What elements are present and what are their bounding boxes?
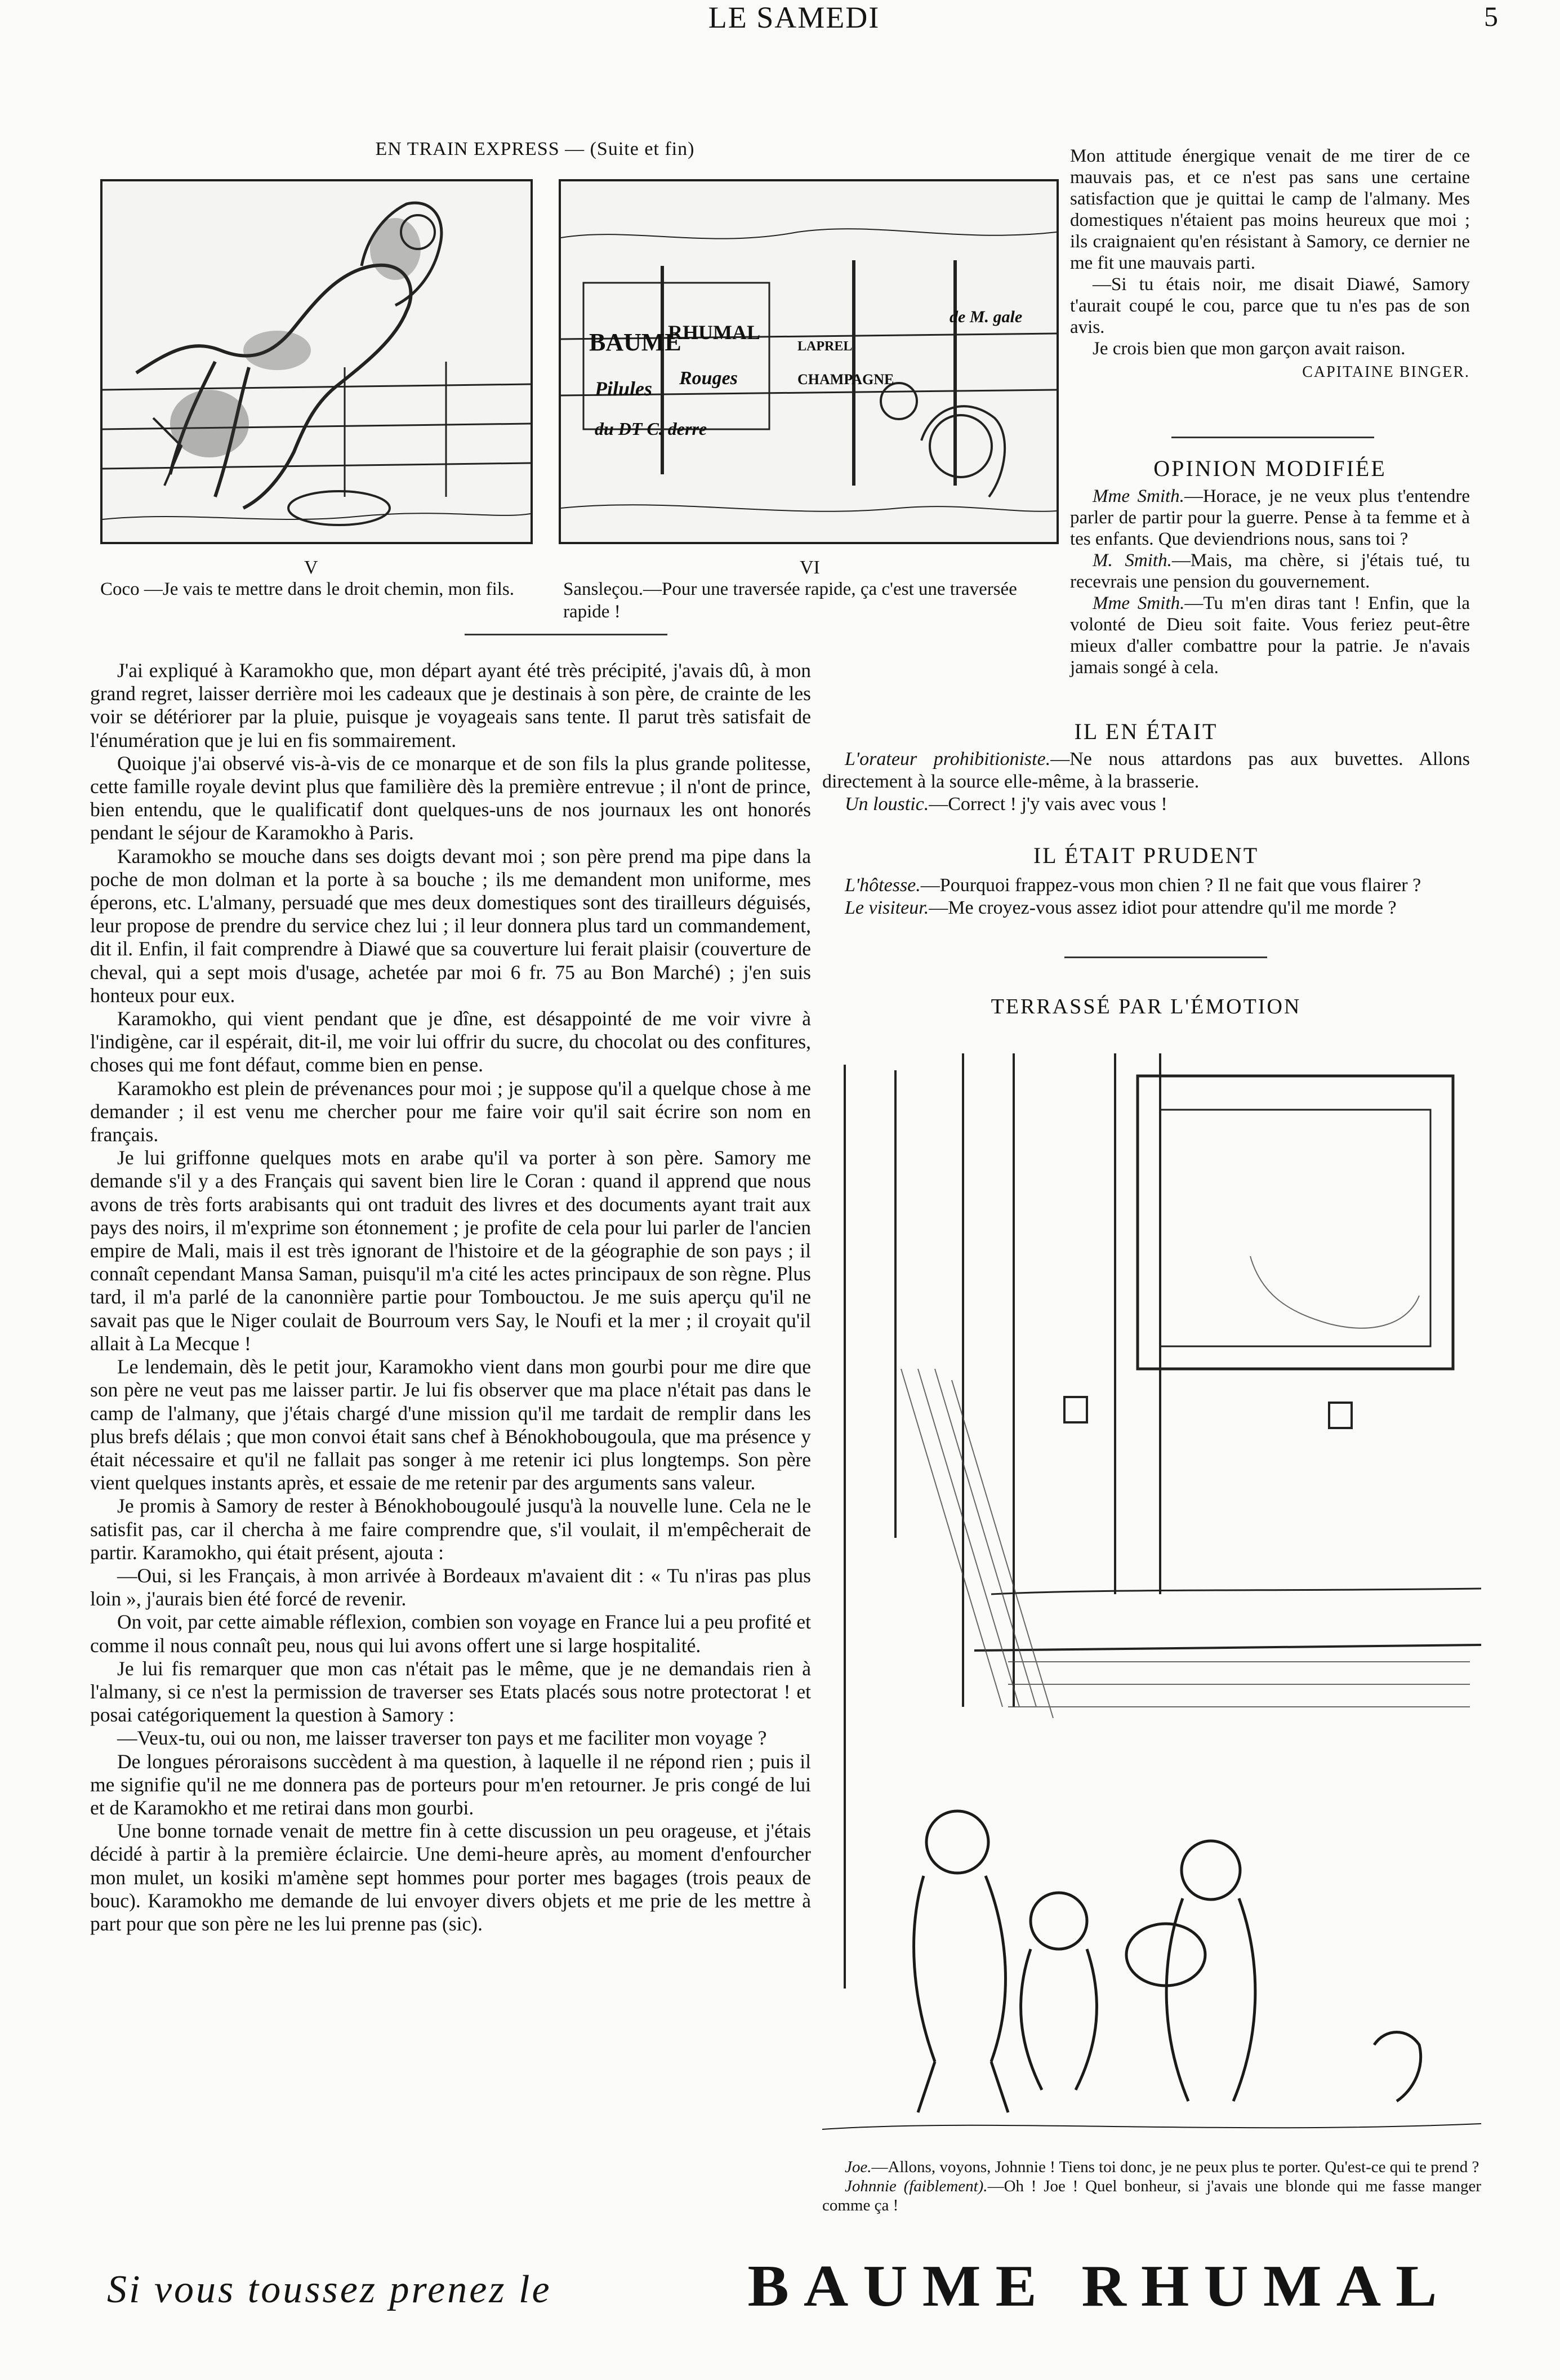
section-heading: TERRASSÉ PAR L'ÉMOTION xyxy=(991,995,1302,1018)
paragraph: Je crois bien que mon garçon avait raison. xyxy=(1093,339,1406,359)
panel-vi-numeral: VI xyxy=(800,557,820,578)
terrasse-caption xyxy=(822,2157,1481,2215)
paragraph: Karamokho se mouche dans ses doigts devant moi ; son père prend ma pipe dans la poche de mon dolman et la porte à sa bouche ; ils me demandent mon uniforme, mes éperons, etc. L'almany, persuadé que mes deux domestiques sont des tirailleurs déguisés, leur propose de prendre du service chez lui ; il leur donnera plus tard un commandement, dit il. Enfin, il fait comprendre à Diawé que sa couverture lui ferait plaisir (couverture de cheval, qui a sept mois d'usage, achetée par moi 6 fr. 75 au Bon Marché) ; j'en suis honteux pour eux. xyxy=(90,844,811,1007)
paragraph: —Si tu étais noir, me disait Diawé, Samory t'aurait coupé le cou, parce que tu n'es pas de son avis. xyxy=(1070,274,1470,337)
paragraph: —Oui, si les Français, à mon arrivée à Bordeaux m'avaient dit : « Tu n'iras pas plus loin », j'aurais bien été forcé de revenir. xyxy=(90,1564,811,1611)
poster-word: BAUME xyxy=(589,328,681,356)
caption-line: —Oh ! Joe ! Quel bonheur, si j'avais une blonde qui me fasse manger comme ça ! xyxy=(822,2177,1481,2214)
dialogue-line: —Mais, ma chère, si j'étais tué, tu recevrais une pension du gouvernement. xyxy=(1070,550,1470,592)
paragraph: Une bonne tornade venait de mettre fin à cette discussion un peu orageuse, et j'étais décidé à partir à la première éclaircie. Une demi-heure après, au moment d'enfourcher mon mulet, un kosiki m'amène sept hommes pour porter mes bagages (trois peaux de bouc). Karamokho me demande de lui envoyer divers objets et me prie de les mettre à part pour que son père ne les lui prenne pas (sic). xyxy=(90,1820,811,1935)
section-divider xyxy=(1171,437,1374,438)
panel-v-caption: Coco —Je vais te mettre dans le droit chemin, mon fils. xyxy=(100,579,515,599)
newspaper-title: LE SAMEDI xyxy=(708,1,880,34)
article-right-column-top xyxy=(1070,145,1470,383)
masthead xyxy=(0,0,1560,51)
speaker: L'hôtesse. xyxy=(845,875,921,896)
paragraph: Karamokho est plein de prévenances pour moi ; je suppose qu'il a quelque chose à me demander ; il est venu me chercher pour me faire voir qu'il sait écrire son nom en français. xyxy=(90,1076,811,1146)
opinion-dialogue xyxy=(1070,486,1470,678)
paragraph: —Veux-tu, oui ou non, me laisser traverser ton pays et me faciliter mon voyage ? xyxy=(117,1727,767,1750)
poster-word: CHAMPAGNE xyxy=(797,371,894,388)
section-heading: IL ÉTAIT PRUDENT xyxy=(1033,843,1259,868)
panel-vi-caption: Sansleçou.—Pour une traversée rapide, ça c'est une traversée rapide ! xyxy=(563,579,1017,622)
section-divider xyxy=(1064,957,1267,958)
section-heading: IL EN ÉTAIT xyxy=(1074,719,1218,744)
speaker: M. Smith. xyxy=(1093,550,1172,571)
paragraph: On voit, par cette aimable réflexion, combien son voyage en France lui a peu profité et comme il nous connaît peu, nous qui lui avons offert une si large hospitalité. xyxy=(90,1611,811,1657)
terrasse-illustration xyxy=(822,1031,1481,2152)
street-scene-drawing xyxy=(822,1031,1481,2152)
speaker: Un loustic. xyxy=(845,794,929,815)
dialogue-line: —Me croyez-vous assez idiot pour attendre qu'il me morde ? xyxy=(929,897,1397,918)
speaker: Joe. xyxy=(845,2158,872,2176)
article-left-column xyxy=(90,659,811,1936)
speaker: Johnnie (faiblement). xyxy=(845,2177,988,2195)
poster-word: de M. gale xyxy=(950,308,1023,326)
paragraph: Le lendemain, dès le petit jour, Karamokho vient dans mon gourbi pour me dire que son père ne veut pas me laisser partir. Je lui fis observer que ma place n'était pas dans le camp de l'almany, que j'étais chargé d'une mission qu'il me tardait de remplir dans les plus brefs délais ; que mon convoi était sans chef à Bénokhobougoula, que ma présence y était nécessaire et qu'il ne fallait pas songer à me retenir ici plus longtemps. Son père vient quelques instants après, et essaie de me retenir par des arguments sans valeur. xyxy=(90,1355,811,1494)
footer-brand-name: BAUME RHUMAL xyxy=(747,2253,1452,2319)
dialogue-line: —Horace, je ne veux plus t'entendre parler de partir pour la guerre. Pense à ta femme et à tes enfants. Que deviendrions nous, sans toi ? xyxy=(1070,486,1470,549)
comic-panel-vi xyxy=(559,179,1059,544)
comic-panel-v xyxy=(100,179,533,544)
paragraph: Je promis à Samory de rester à Bénokhobougoulé jusqu'à la nouvelle lune. Cela ne le satisfit pas, car il chercha à me faire comprendre que, s'il voulait, il m'empêcherait de partir. Karamokho, qui était présent, ajouta : xyxy=(90,1494,811,1564)
speaker: Mme Smith. xyxy=(1093,486,1184,506)
prudent-dialogue xyxy=(822,874,1470,919)
poster-word: LAPREL xyxy=(797,339,853,354)
paragraph: J'ai expliqué à Karamokho que, mon départ ayant été très précipité, j'avais dû, à mon grand regret, laisser derrière moi les cadeaux que je destinais à son père, de crainte de les voir se détériorer par la pluie, puisque je voyageais sans tente. Il parut très satisfait de l'énumération que je lui en fis sommairement. xyxy=(90,659,811,751)
poster-word: Pilules xyxy=(595,377,653,400)
dialogue-line: —Ne nous attardons pas aux buvettes. Allons directement à la source elle-même, à la brasserie. xyxy=(822,749,1470,792)
author-signature: CAPITAINE BINGER. xyxy=(1302,363,1470,381)
panel-v-numeral: V xyxy=(304,557,318,578)
fence-posters-illustration xyxy=(561,181,1057,542)
section-divider xyxy=(465,634,667,635)
speaker: Mme Smith. xyxy=(1093,593,1185,613)
paragraph: De longues péroraisons succèdent à ma question, à laquelle il ne répond rien ; puis il me signifie qu'il ne me donnera pas de porteurs pour m'en retourner. Je pris congé de lui et de Karamokho et me retirai dans mon gourbi. xyxy=(90,1750,811,1819)
speaker: L'orateur prohibitioniste. xyxy=(845,749,1051,769)
section-heading: OPINION MODIFIÉE xyxy=(1153,456,1387,481)
paragraph: Je lui griffonne quelques mots en arabe qu'il va porter à son père. Samory me demande s'il y a des Français qui savent bien lire le Coran : quand il apprend que nous avons de très forts arabisants qui ont traduit des livres et des documents ayant trait aux pays des noirs, il m'exprime son étonnement ; je profite de cela pour lui parler de l'ancien empire de Mali, mais il est très ignorant de l'histoire et de la géographie de son pays ; il connaît cependant Mansa Saman, puisqu'il m'a cité les actes principaux de son règne. Plus tard, il m'a parlé de la canonnière partie pour Tombouctou. Je me suis aperçu qu'il ne savait pas que le Niger coulait de Bourroum vers Say, le Noufi et la mer ; il croyait qu'il allait à La Mecque ! xyxy=(90,1146,811,1355)
page-number: 5 xyxy=(1484,1,1498,32)
poster-word: du DT C. derre xyxy=(595,419,707,439)
dialogue-line: —Pourquoi frappez-vous mon chien ? Il ne fait que vous flairer ? xyxy=(920,875,1421,896)
speaker: Le visiteur. xyxy=(845,897,929,918)
dialogue-line: —Tu m'en diras tant ! Enfin, que la volonté de Dieu soit faite. Vous feriez peut-être mieux d'aller combattre pour la patrie. Je n'avais jamais songé à cela. xyxy=(1070,593,1470,678)
paragraph: Quoique j'ai observé vis-à-vis de ce monarque et de son fils la plus grande politesse, cette famille royale devint plus que familière dès la première entrevue ; il n'ont de prince, bien entendu, que le qualificatif dont quelques-uns de nos journaux les ont honorés pendant le séjour de Karamokho à Paris. xyxy=(90,751,811,844)
poster-word: Rouges xyxy=(679,368,738,389)
paragraph: Je lui fis remarquer que mon cas n'était pas le même, que je ne demandais rien à l'almany, si ce n'est la permission de traverser ses Etats placés sous notre protectorat ! et posai catégoriquement la question à Samory : xyxy=(90,1657,811,1727)
poster-word: RHUMAL xyxy=(668,321,760,344)
horse-rider-illustration xyxy=(102,181,531,542)
footer-advert-text: Si vous toussez prenez le xyxy=(107,2268,552,2311)
dialogue-line: —Correct ! j'y vais avec vous ! xyxy=(929,794,1167,815)
comic-title: EN TRAIN EXPRESS — (Suite et fin) xyxy=(375,139,695,159)
caption-line: —Allons, voyons, Johnnie ! Tiens toi donc, je ne peux plus te porter. Qu'est-ce qui te prend ? xyxy=(871,2158,1479,2176)
il-en-etait-dialogue xyxy=(822,748,1470,816)
paragraph: Karamokho, qui vient pendant que je dîne, est désappointé de me voir vivre à l'indigène, car il espérait, dit-il, me voir lui offrir du sucre, du chocolat ou des confitures, choses qui me font défaut, comme bien en pense. xyxy=(90,1007,811,1076)
paragraph: Mon attitude énergique venait de me tirer de ce mauvais pas, et ce n'est pas sans une certaine satisfaction que je quittai le camp de l'almany. Mes domestiques n'étaient pas moins heureux que moi ; ils craignaient qu'en résistant à Samory, ce dernier ne me fit une mauvais parti. xyxy=(1070,146,1470,273)
